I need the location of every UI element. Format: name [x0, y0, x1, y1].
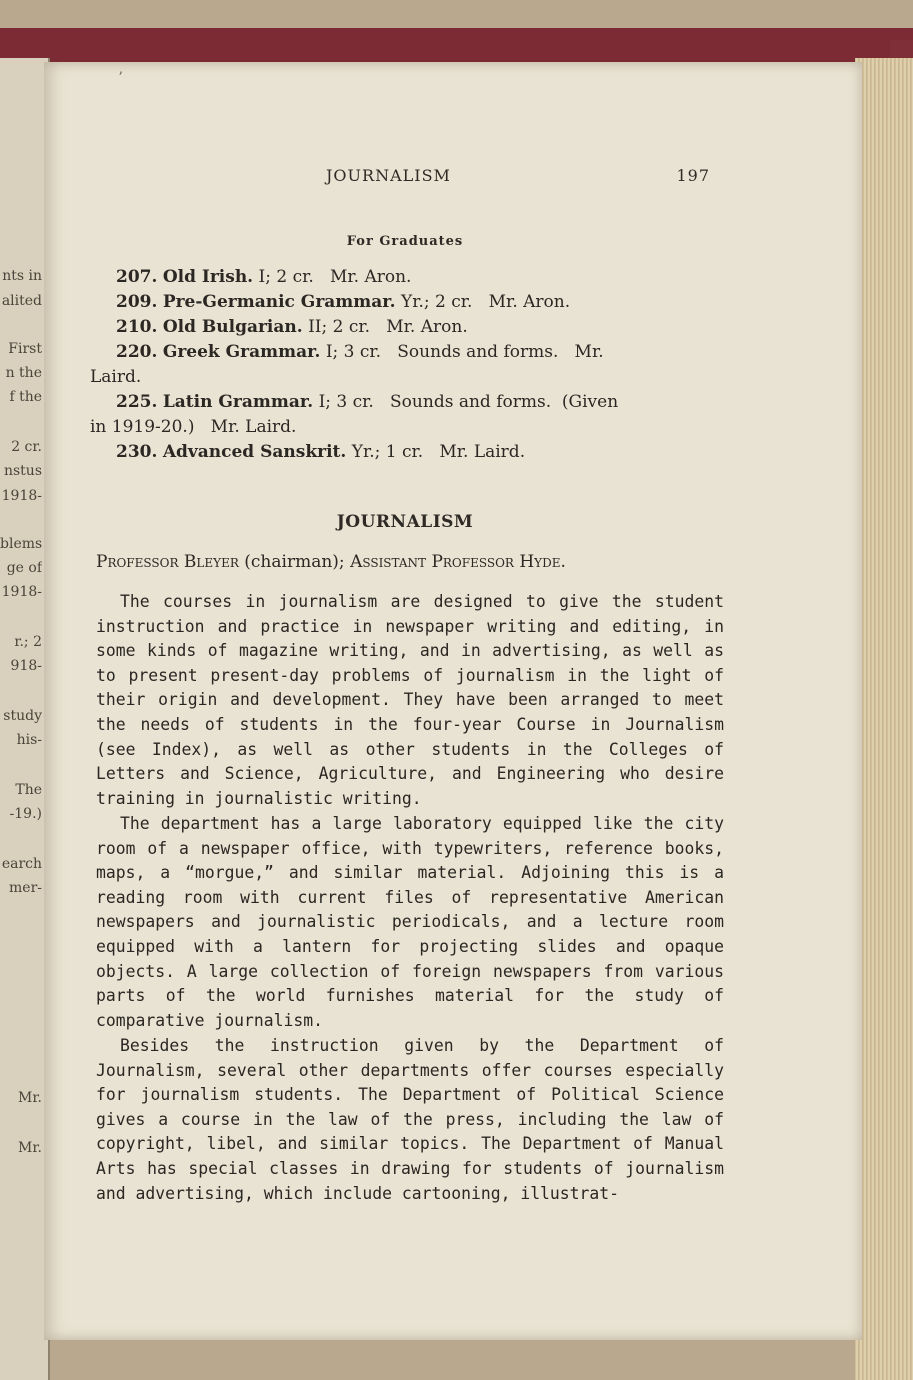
course-number: 220.: [116, 342, 158, 362]
course-entry: [90, 440, 730, 465]
course-entry: [90, 315, 730, 340]
margin-fragment: Mr.: [18, 1140, 42, 1156]
course-entry: [90, 265, 730, 290]
department-heading: JOURNALISM: [336, 512, 474, 532]
course-details-continued: in 1919-20.) Mr. Laird.: [90, 417, 297, 437]
margin-fragment: study: [3, 708, 42, 724]
margin-fragment: n the: [5, 365, 42, 381]
margin-fragment: 2 cr.: [11, 439, 42, 455]
facing-page-edge: [0, 58, 50, 1380]
page-edges: [855, 58, 913, 1380]
margin-fragment: ge of: [6, 560, 42, 576]
course-entry: [90, 290, 730, 315]
margin-fragment: r.; 2: [14, 634, 42, 650]
faculty-role: (chairman);: [244, 552, 345, 572]
running-header: [90, 166, 710, 192]
margin-fragment: The: [15, 782, 42, 798]
course-name: Pre-Germanic Grammar.: [162, 292, 396, 312]
course-details: I; 2 cr. Mr. Aron.: [258, 267, 412, 287]
course-details: I; 3 cr. Sounds and forms. (Given: [318, 392, 619, 412]
course-details: I; 3 cr. Sounds and forms. Mr.: [325, 342, 604, 362]
page-number: 197: [676, 166, 710, 185]
course-number: 209.: [116, 292, 158, 312]
margin-fragment: blems: [0, 536, 42, 552]
faculty-line: [96, 552, 716, 572]
margin-fragment: nts in: [2, 268, 42, 284]
margin-fragment: mer-: [9, 880, 42, 896]
course-entry: [90, 390, 730, 440]
faculty-name: Hyde.: [519, 552, 566, 572]
paragraph-text: Besides the instruction given by the Department of Journalism, several other departments offer courses especially for journalism students. The Department of Political Science gives a course in the law of the press, including the law of copyright, libel, and similar topics. The Department of Manual Arts has special classes in drawing for students of journalism and advertising, which include cartooning, illustrat-: [96, 1036, 724, 1203]
margin-fragment: 918-: [10, 658, 42, 674]
margin-fragment: nstus: [3, 463, 42, 479]
margin-fragment: First: [8, 341, 42, 357]
paragraph-text: The courses in journalism are designed to give the student instruction and practice in newspaper writing and editing, in some kinds of magazine writing, and in advertising, as well as to present present-day problems of journalism in the light of their origin and development. They have been arranged to meet the needs of students in the four-year Course in Journalism (see Index), as well as other students in the Colleges of Letters and Science, Agriculture, and Engineering who desire training in journalistic writing.: [96, 592, 724, 808]
course-name: Old Irish.: [162, 267, 254, 287]
course-name: Greek Grammar.: [162, 342, 321, 362]
course-number: 210.: [116, 317, 158, 337]
course-number: 225.: [116, 392, 158, 412]
margin-fragment: -19.): [9, 806, 42, 822]
body-paragraph: [96, 1034, 724, 1206]
course-details-continued: Laird.: [90, 367, 142, 387]
ink-speck: ʼ: [118, 70, 123, 86]
graduates-heading: For Graduates: [346, 234, 464, 249]
margin-fragment: 1918-: [1, 488, 42, 504]
faculty-name: Bleyer: [183, 552, 239, 572]
margin-fragment: f the: [9, 389, 42, 405]
margin-fragment: his-: [16, 732, 42, 748]
course-details: Yr.; 2 cr. Mr. Aron.: [401, 292, 571, 312]
faculty-title: Assistant Professor: [350, 552, 514, 572]
course-name: Advanced Sanskrit.: [162, 442, 347, 462]
faculty-title: Professor: [96, 552, 179, 572]
body-paragraph: [96, 812, 724, 1033]
course-details: Yr.; 1 cr. Mr. Laird.: [351, 442, 526, 462]
course-name: Latin Grammar.: [162, 392, 314, 412]
course-number: 207.: [116, 267, 158, 287]
margin-fragment: 1918-: [1, 584, 42, 600]
course-entry: [90, 340, 730, 390]
margin-fragment: alited: [1, 293, 42, 309]
running-title: JOURNALISM: [326, 166, 451, 185]
course-name: Old Bulgarian.: [162, 317, 303, 337]
margin-fragment: Mr.: [18, 1090, 42, 1106]
course-number: 230.: [116, 442, 158, 462]
paragraph-text: The department has a large laboratory equipped like the city room of a newspaper office, with typewriters, reference books, maps, a “morgue,” and similar material. Adjoining this is a reading room with current files of representative American newspapers and journalistic periodicals, and a lecture room equipped with a lantern for projecting slides and opaque objects. A large collection of foreign newspapers from various parts of the world furnishes material for the study of comparative journalism.: [96, 814, 724, 1030]
course-details: II; 2 cr. Mr. Aron.: [308, 317, 468, 337]
margin-fragment: earch: [1, 856, 42, 872]
body-paragraph: [96, 590, 724, 811]
